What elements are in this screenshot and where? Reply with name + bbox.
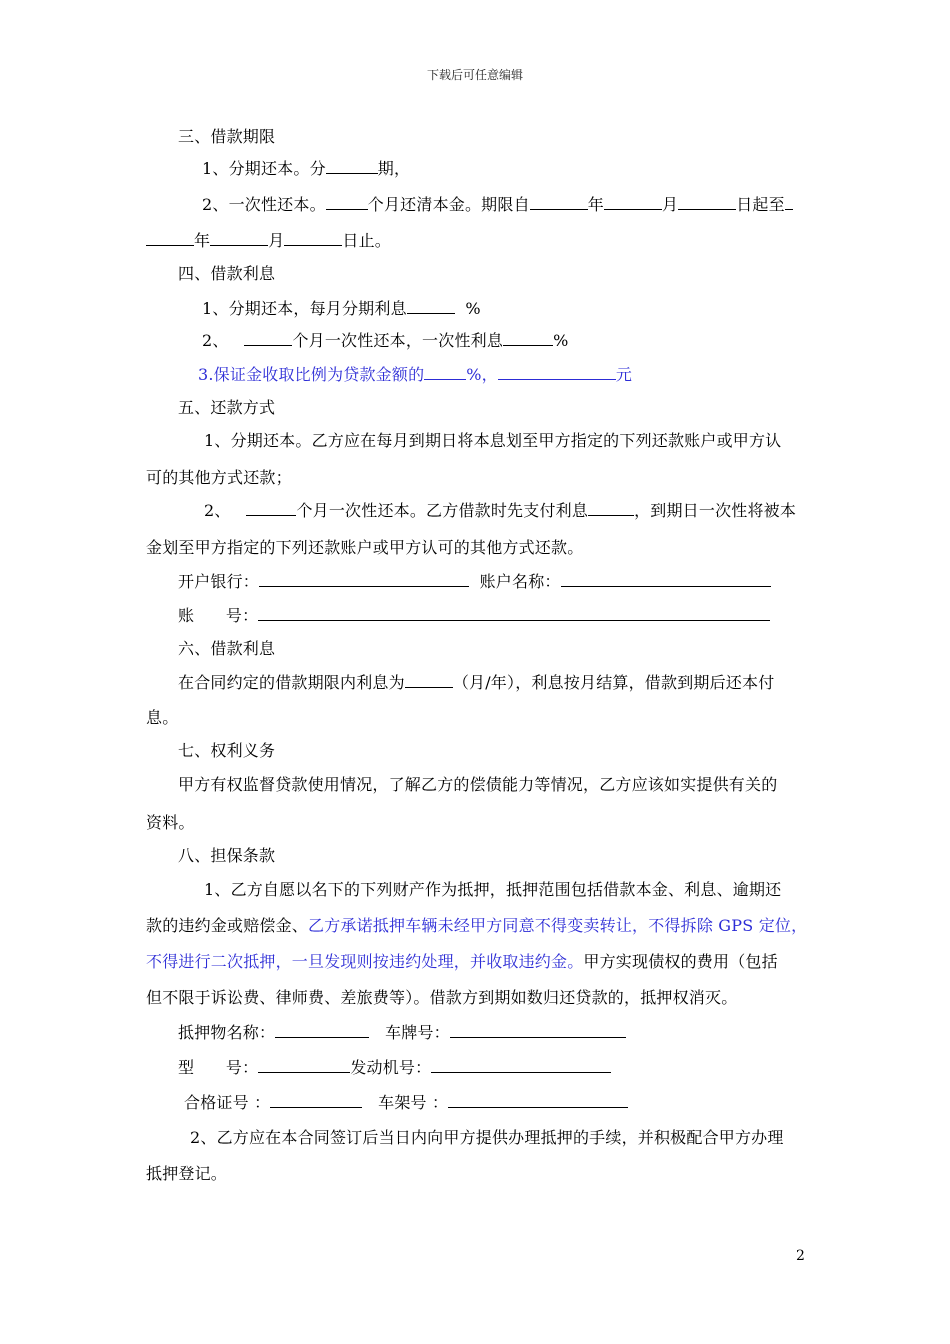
sec5-line2: 2、 个月一次性还本。乙方借款时先支付利息 ，到期日一次性将被本	[204, 501, 797, 520]
account-no-field	[258, 605, 770, 621]
sec5-line1b: 可的其他方式还款；	[146, 468, 292, 487]
sec4-line2: 2、 个月一次性还本，一次性利息 %	[202, 331, 569, 350]
sec8-line1: 1、乙方自愿以名下的下列财产作为抵押，抵押范围包括借款本金、利息、逾期还	[204, 880, 782, 899]
sec6-line1: 在合同约定的借款期限内利息为 （月/年），利息按月结算，借款到期后还本付	[178, 673, 775, 692]
section-5-title: 五、还款方式	[178, 398, 276, 417]
collateral-row: 抵押物名称： 车牌号：	[178, 1022, 626, 1044]
sec8-para2-line1: 2、乙方应在本合同签订后当日内向甲方提供办理抵押的手续，并积极配合甲方办理	[190, 1128, 784, 1147]
sec8-line3: 不得进行二次抵押，一旦发现则按违约处理，并收取违约金。甲方实现债权的费用（包括	[146, 952, 778, 971]
sec5-line1: 1、分期还本。乙方应在每月到期日将本息划至甲方指定的下列还款账户或甲方认	[204, 431, 782, 450]
model-row: 型 号： 发动机号：	[178, 1057, 611, 1079]
sec8-line2: 款的违约金或赔偿金、乙方承诺抵押车辆未经甲方同意不得变卖转让，不得拆除 GPS 定位，	[146, 916, 808, 935]
section-4-title: 四、借款利息	[178, 264, 276, 283]
account-no-row: 账 号：	[178, 605, 770, 627]
sec7-line1: 甲方有权监督贷款使用情况，了解乙方的偿债能力等情况，乙方应该如实提供有关的	[178, 775, 778, 794]
section-8-title: 八、担保条款	[178, 846, 276, 865]
page-header: 下载后可任意编辑	[426, 68, 523, 82]
bank-field	[259, 571, 469, 587]
sec8-para2-line2: 抵押登记。	[146, 1164, 228, 1183]
section-3-title: 三、借款期限	[178, 127, 276, 146]
sec3-line1: 1、分期还本。分 期，	[202, 159, 411, 178]
sec4-line3-deposit: 3.保证金收取比例为贷款金额的 %， 元	[198, 365, 633, 384]
cert-row: 合格证号 ： 车架号 ：	[184, 1092, 628, 1114]
page-number: 2	[796, 1248, 805, 1264]
section-7-title: 七、权利义务	[178, 741, 276, 760]
bank-row: 开户银行： 账户名称：	[178, 571, 771, 593]
section-6-title: 六、借款利息	[178, 639, 276, 658]
account-name-field	[561, 571, 771, 587]
sec5-line2b: 金划至甲方指定的下列还款账户或甲方认可的其他方式还款。	[146, 538, 584, 557]
sec4-line1: 1、分期还本，每月分期利息 %	[202, 299, 481, 318]
sec8-line4: 但不限于诉讼费、律师费、差旅费等）。借款方到期如数归还贷款的，抵押权消灭。	[146, 988, 738, 1007]
sec3-line2: 2、一次性还本。 个月还清本金。期限自 年 月 日起至	[202, 194, 793, 216]
sec3-line3: 年 月 日止。	[146, 230, 391, 252]
sec6-line2: 息。	[146, 708, 179, 727]
sec7-line2: 资料。	[146, 813, 195, 832]
